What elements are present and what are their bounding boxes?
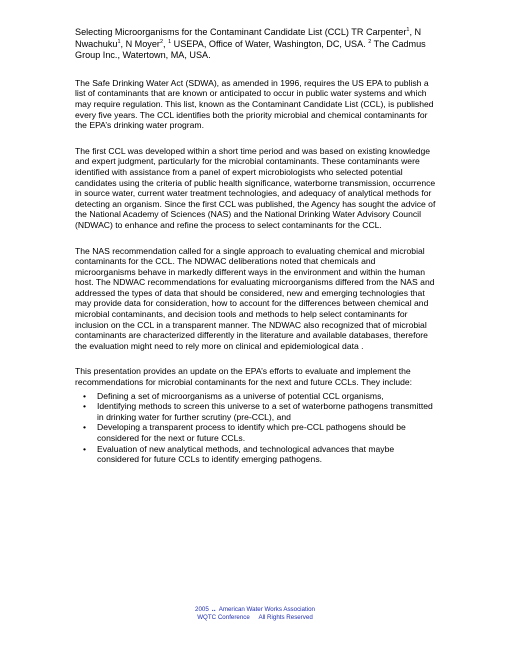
paragraph-nas-recommendation: The NAS recommendation called for a single approach to evaluating chemical and microbial contaminants for the CCL. The NDWAC deliberations noted that chemicals and microorganisms behave in markedly different ways in the environment and within the human host. The NDWAC recommendations for evaluating microorganisms differed from the NAS and addressed the types of data that should be considered, new and emerging technologies that may provide data for consideration, how to account for the differences between chemical and microbial contaminants, and decision tools and methods to help select contaminants for inclusion on the CCL in a transparent manner. The NDWAC also recognized that of microbial contaminants are characterized differently in the literature and available databases, therefore the evaluation might need to rely more on clinical and epidemiological data . xyxy=(75,245,435,351)
list-item xyxy=(83,422,437,443)
title-text: USEPA, Office of Water, Washington, DC, USA. xyxy=(171,38,369,49)
affiliation-marker: 1 xyxy=(117,38,121,45)
footer-organization: American Water Works Association xyxy=(218,606,315,613)
title-text: , xyxy=(163,38,169,49)
bullet-icon: • xyxy=(83,401,87,412)
list-item xyxy=(83,443,437,465)
paragraph-sdwa: The Safe Drinking Water Act (SDWA), as amended in 1996, requires the US EPA to publish a list of contaminants that are known or anticipated to occur in public water systems and which may require regulation. This list, known as the Contaminant Candidate List (CCL), is published every five years. The CCL identifies both the priority microbial and chemical contaminants for the EPA’s drinking water program. xyxy=(75,77,434,131)
affiliation-marker: 2 xyxy=(368,38,372,45)
bullet-icon: • xyxy=(83,443,87,454)
title-text: The Cadmus Group Inc., Watertown, MA, USA. xyxy=(75,38,426,61)
list-item xyxy=(83,390,437,402)
document-title xyxy=(75,27,437,62)
affiliation-marker: 1 xyxy=(406,26,410,33)
footer-year: 2005 xyxy=(195,606,209,613)
list-item-text: Defining a set of microorganisms as a universe of potential CCL organisms, xyxy=(97,390,384,401)
footer-row-1 xyxy=(0,606,510,614)
title-text: Selecting Microorganisms for the Contaminant Candidate List (CCL) TR Carpenter xyxy=(75,27,407,37)
title-text: , N Nwachuku xyxy=(75,27,422,49)
footer-rights: All Rights Reserved xyxy=(258,614,313,622)
paragraph-presentation-intro: This presentation provides an update on the EPA’s efforts to evaluate and implement the recommendations for microbial contaminants for the next and future CCLs. They include: xyxy=(75,366,413,388)
list-item-text: Identifying methods to screen this universe to a set of waterborne pathogens transmitted in drinking water for further scrutiny (pre-CCL), and xyxy=(97,401,433,422)
title-text: , N Moyer xyxy=(120,38,160,49)
bullet-icon: • xyxy=(83,390,87,401)
list-item xyxy=(83,401,437,422)
document-body xyxy=(75,27,437,465)
affiliation-marker: 1 xyxy=(168,38,172,45)
footer-conference: WQTC Conference xyxy=(197,614,250,622)
bullet-icon: • xyxy=(83,422,87,433)
affiliation-marker: 2 xyxy=(159,38,164,45)
page-footer xyxy=(0,606,510,623)
bullet-list xyxy=(75,391,437,465)
paragraph-first-ccl: The first CCL was developed within a short time period and was based on existing knowledge and expert judgment, particularly for the microbial contaminants. These contaminants were identified with assistance from a panel of expert microbiologists who selected potential candidates using the criteria of public health significance, waterborne transmission, occurrence in source water, current water treatment technologies, and adequacy of analytical methods for detecting an organism. Since the first CCL was published, the Agency has sought the advice of the National Academy of Sciences (NAS) and the National Drinking Water Advisory Council (NDWAC) to enhance and refine the process to select contaminants for the CCL. xyxy=(75,145,436,230)
list-item-text: Evaluation of new analytical methods, and technological advances that maybe considered for future CCLs to identify emerging pathogens. xyxy=(97,443,395,465)
footer-row-2 xyxy=(0,614,510,622)
list-item-text: Developing a transparent process to identify which pre-CCL pathogens should be considered for the next or future CCLs. xyxy=(97,422,406,443)
awwa-logo-icon: .. xyxy=(211,606,216,613)
